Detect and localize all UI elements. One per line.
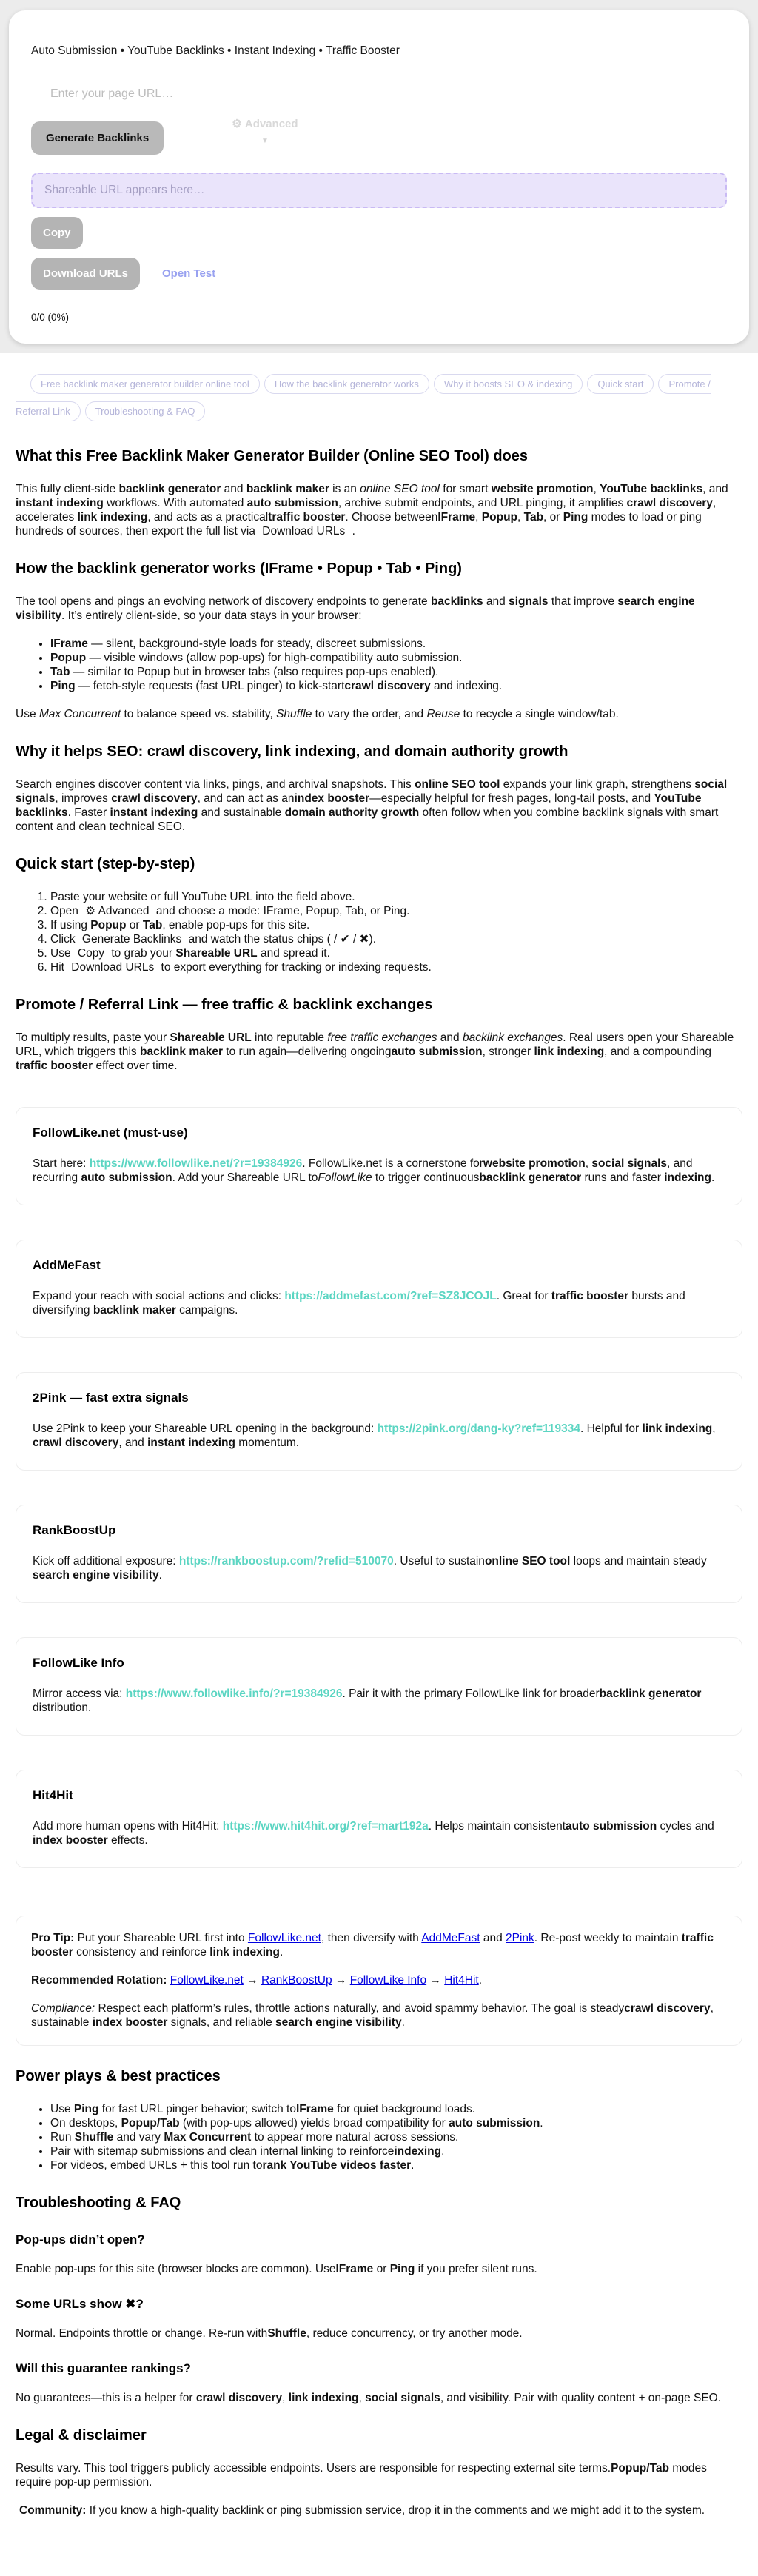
list-item: 3. If using Popup or Tab, enable pop-ups for this site.	[50, 918, 742, 932]
toc-chip[interactable]: Quick start	[587, 374, 654, 394]
promo-card	[16, 1637, 742, 1736]
paragraph: This fully client-side backlink generator and backlink maker is an online SEO tool for smart website promotion, YouTube backlinks, and instant indexing workflows. With automated auto submission, archive submit endpoints, and URL pinging, it amplifies crawl discovery, accelerates link indexing, and acts as a practicaltraffic booster. Choose betweenIFrame, Popup, Tab, or Ping modes to load or ping hundreds of sources, then export the full list via Download URLs .	[16, 482, 728, 538]
hero-band	[0, 0, 758, 353]
list-item: • Use Ping for fast URL pinger behavior; switch toIFrame for quiet background loads.	[50, 2102, 742, 2116]
tip-paragraph: Pro Tip: Put your Shareable URL first into FollowLike.net, then diversify with AddMeFast and 2Pink. Re-post weekly to maintain traffic booster consistency and reinforce link indexing.	[31, 1931, 714, 1958]
paragraph: Results vary. This tool triggers publicly accessible endpoints. Users are responsible for respecting external site terms.Popup/Tab modes require pop-up permission.	[16, 2461, 707, 2489]
referral-url-link[interactable]: https://rankboostup.com/?refid=510070	[178, 1554, 394, 1568]
paragraph: No guarantees—this is a helper for crawl discovery, link indexing, social signals, and visibility. Pair with quality content + on-page SEO.	[16, 2391, 722, 2404]
chevron-down-icon: ▼	[261, 137, 269, 145]
advanced-toggle[interactable]	[232, 117, 298, 145]
promo-card-title: RankBoostUp	[33, 1522, 116, 1537]
open-test-link[interactable]: Open Test	[162, 267, 216, 280]
tip-paragraph: Recommended Rotation: FollowLike.net → RankBoostUp → FollowLike Info → Hit4Hit.	[31, 1973, 483, 1987]
promo-card-title: 2Pink — fast extra signals	[33, 1390, 189, 1405]
page-url-input[interactable]	[31, 80, 691, 108]
controls-row	[31, 118, 727, 155]
section-heading: Why it helps SEO: crawl discovery, link indexing, and domain authority growth	[16, 743, 568, 760]
promo-card-title: FollowLike Info	[33, 1655, 124, 1670]
referral-url-link[interactable]: https://www.followlike.info/?r=19384926	[125, 1687, 343, 1700]
promo-card-text: Add more human opens with Hit4Hit: https://www.hit4hit.org/?ref=mart192a. Helps maintain consistentauto submission cycles and index booster effects.	[33, 1819, 714, 1847]
download-urls-button[interactable]: Download URLs	[31, 258, 140, 290]
inline-link[interactable]: FollowLike.net	[247, 1931, 321, 1944]
tip-paragraph: Compliance: Respect each platform’s rules, throttle actions naturally, and avoid spammy behavior. The goal is steadycrawl discovery, sustainable index booster signals, and reliable search engine visibility.	[31, 2001, 714, 2029]
paragraph: Normal. Endpoints throttle or change. Re-run withShuffle, reduce concurrency, or try another mode.	[16, 2326, 523, 2340]
inline-link[interactable]: RankBoostUp	[261, 1973, 332, 1987]
section-heading: How the backlink generator works (IFrame • Popup • Tab • Ping)	[16, 560, 462, 577]
promo-card-title: Hit4Hit	[33, 1787, 73, 1802]
promo-card	[16, 1240, 742, 1338]
section-heading: What this Free Backlink Maker Generator Builder (Online SEO Tool) does	[16, 447, 528, 464]
promo-card-text: Mirror access via: https://www.followlike.info/?r=19384926. Pair it with the primary FollowLike link for broaderbacklink generator distribution.	[33, 1687, 702, 1714]
promo-card	[16, 1505, 742, 1603]
toc-chips	[16, 371, 742, 426]
referral-url-link[interactable]: https://www.hit4hit.org/?ref=mart192a	[222, 1819, 429, 1833]
list-item: • Ping — fetch-style requests (fast URL pinger) to kick-startcrawl discovery and indexing.	[50, 679, 742, 693]
paragraph: The tool opens and pings an evolving network of discovery endpoints to generate backlinks and signals that improve search engine visibility. It’s entirely client-side, so your data stays in your browser:	[16, 595, 695, 622]
inline-link[interactable]: FollowLike Info	[349, 1973, 427, 1987]
list-item: • Popup — visible windows (allow pop-ups) for high-compatibility auto submission.	[50, 651, 742, 665]
tip-box	[16, 1916, 742, 2046]
ui-token: Generate Backlinks	[81, 932, 182, 946]
section-heading: Quick start (step-by-step)	[16, 855, 195, 872]
referral-url-link[interactable]: https://2pink.org/dang-ky?ref=119334	[377, 1422, 580, 1435]
paragraph: Search engines discover content via links, pings, and archival snapshots. This online SEO tool expands your link graph, strengthens social signals, improves crawl discovery, and can act as anindex booster—especially helpful for fresh pages, long-tail posts, and YouTube backlinks. Faster instant indexing and sustainable domain authority growth often follow when you combine backlink signals with smart content and clean technical SEO.	[16, 777, 728, 833]
list-item: • Tab — similar to Popup but in browser tabs (also requires pop-ups enabled).	[50, 665, 742, 679]
inline-link[interactable]: 2Pink	[506, 1931, 534, 1944]
promo-card	[16, 1770, 742, 1868]
download-row	[31, 258, 727, 290]
faq-heading: Some URLs show ✖?	[16, 2296, 144, 2311]
faq-heading: Pop-ups didn’t open?	[16, 2232, 145, 2247]
tool-tagline: Auto Submission • YouTube Backlinks • Instant Indexing • Traffic Booster	[31, 44, 400, 57]
inline-link[interactable]: Hit4Hit	[444, 1973, 479, 1987]
list-item: • On desktops, Popup/Tab (with pop-ups allowed) yields broad compatibility for auto submission.	[50, 2116, 742, 2130]
faq-heading: Will this guarantee rankings?	[16, 2361, 191, 2375]
promo-card	[16, 1372, 742, 1471]
advanced-text: Advanced	[244, 118, 298, 130]
ui-token: ⚙ Advanced	[85, 904, 150, 917]
list-item: 4. Click Generate Backlinks and watch the status chips ( / ✔ / ✖).	[50, 932, 742, 946]
ol-list	[16, 890, 742, 974]
toc-chip[interactable]: Free backlink maker generator builder online tool	[30, 374, 260, 394]
promo-card-title: FollowLike.net (must-use)	[33, 1125, 188, 1140]
promo-card-text: Use 2Pink to keep your Shareable URL opening in the background: https://2pink.org/dang-ky?ref=119334. Helpful for link indexing, crawl discovery, and instant indexing momentum.	[33, 1422, 716, 1449]
list-item: 1. Paste your website or full YouTube URL into the field above.	[50, 890, 742, 904]
section-heading: Promote / Referral Link — free traffic & backlink exchanges	[16, 996, 433, 1013]
section-heading: Legal & disclaimer	[16, 2426, 147, 2443]
ui-token: Download URLs	[71, 960, 155, 974]
promo-card-text: Expand your reach with social actions and clicks: https://addmefast.com/?ref=SZ8JCOJL. Great for traffic booster bursts and diversifying backlink maker campaigns.	[33, 1289, 685, 1317]
inline-link[interactable]: FollowLike.net	[170, 1973, 244, 1987]
toc-chip[interactable]: How the backlink generator works	[264, 374, 429, 394]
toc-chip[interactable]: Promote / Referral Link	[16, 374, 711, 421]
referral-url-link[interactable]: https://addmefast.com/?ref=SZ8JCOJL	[284, 1289, 497, 1302]
gear-icon: ⚙	[232, 118, 242, 130]
promo-card-title: AddMeFast	[33, 1257, 101, 1272]
shareable-url-box[interactable]	[31, 173, 727, 208]
list-item: 2. Open ⚙ Advanced and choose a mode: IFrame, Popup, Tab, or Ping.	[50, 904, 742, 918]
section-heading: Troubleshooting & FAQ	[16, 2194, 181, 2211]
list-item: • Run Shuffle and vary Max Concurrent to appear more natural across sessions.	[50, 2130, 742, 2144]
promo-card-text: Kick off additional exposure: https://rankboostup.com/?refid=510070. Useful to sustainonline SEO tool loops and maintain steady search engine visibility.	[33, 1554, 707, 1582]
advanced-label	[232, 117, 298, 130]
list-item: 5. Use Copy to grab your Shareable URL and spread it.	[50, 946, 742, 960]
promo-card-text: Start here: https://www.followlike.net/?r=19384926. FollowLike.net is a cornerstone forwebsite promotion, social signals, and recurring auto submission. Add your Shareable URL toFollowLike to trigger continuousbacklink generator runs and faster indexing.	[33, 1157, 715, 1184]
promo-card	[16, 1107, 742, 1205]
ui-token: Download URLs	[262, 524, 346, 538]
paragraph: Use Max Concurrent to balance speed vs. stability, Shuffle to vary the order, and Reuse to recycle a single window/tab.	[16, 707, 619, 720]
progress-status: 0/0 (0%)	[31, 312, 70, 323]
ui-token: Copy	[77, 946, 105, 960]
toc-chip[interactable]: Why it boosts SEO & indexing	[434, 374, 583, 394]
paragraph: To multiply results, paste your Shareable URL into reputable free traffic exchanges and backlink exchanges. Real users open your Shareable URL, which triggers this backlink maker to run again—delivering ongoingauto submission, stronger link indexing, and a compounding traffic booster effect over time.	[16, 1031, 734, 1072]
toc-chip[interactable]: Troubleshooting & FAQ	[85, 401, 206, 421]
section-heading: Power plays & best practices	[16, 2067, 221, 2084]
paragraph: Community: If you know a high-quality backlink or ping submission service, drop it in the comments and we might add it to the system.	[19, 2503, 705, 2517]
list-item: 6. Hit Download URLs to export everything for tracking or indexing requests.	[50, 960, 742, 974]
paragraph: Enable pop-ups for this site (browser blocks are common). UseIFrame or Ping if you prefer silent runs.	[16, 2262, 537, 2275]
list-item: • IFrame — silent, background-style loads for steady, discreet submissions.	[50, 637, 742, 651]
ul-list	[16, 637, 742, 693]
article	[16, 448, 742, 2576]
referral-url-link[interactable]: https://www.followlike.net/?r=19384926	[89, 1157, 303, 1170]
list-item: • Pair with sitemap submissions and clean internal linking to reinforceindexing.	[50, 2144, 742, 2158]
inline-link[interactable]: AddMeFast	[421, 1931, 480, 1944]
shareable-url-placeholder: Shareable URL appears here…	[44, 184, 205, 196]
list-item: • For videos, embed URLs + this tool run torank YouTube videos faster.	[50, 2158, 742, 2172]
copy-button[interactable]: Copy	[31, 217, 83, 249]
backlink-tool-card	[9, 10, 749, 344]
generate-backlinks-button[interactable]: Generate Backlinks	[31, 121, 164, 155]
ul-list	[16, 2102, 742, 2172]
